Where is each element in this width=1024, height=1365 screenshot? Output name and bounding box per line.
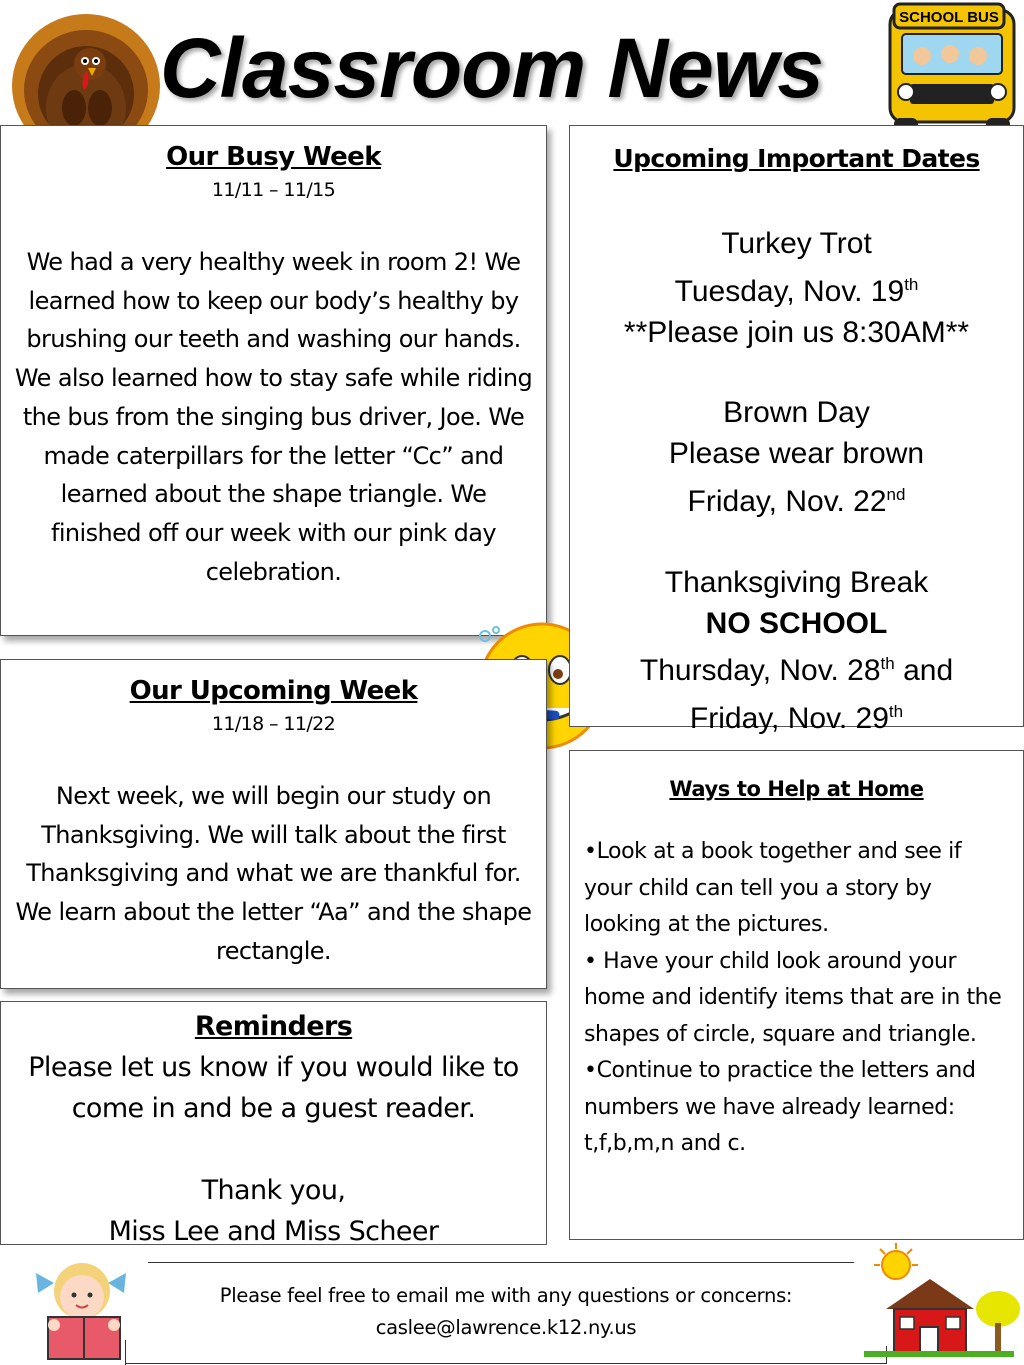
event-name: Thanksgiving Break (664, 565, 929, 599)
event-name: Brown Day (723, 396, 870, 430)
girl-reading-icon (26, 1255, 146, 1363)
event-note: **Please join us 8:30AM** (623, 315, 970, 349)
important-dates-heading: Upcoming Important Dates (613, 144, 980, 173)
footer-bottom-rule (125, 1363, 887, 1364)
event-turkey-trot (570, 224, 1023, 353)
reminders-signature: Miss Lee and Miss Scheer (108, 1216, 439, 1247)
event-thanksgiving-break (570, 563, 1023, 740)
schoolhouse-icon (858, 1243, 1024, 1363)
reminders-text: Please let us know if you would like to come in and be a guest reader. (28, 1052, 519, 1124)
reminders-thanks: Thank you, (201, 1175, 346, 1206)
footer-contact (150, 1280, 862, 1344)
event-date: Tuesday, Nov. 19th (674, 274, 919, 308)
help-item: • Have your child look around your home and identify items that are in the shapes of circle, square and triangle. (584, 948, 1002, 1047)
event-date: Thursday, Nov. 28th and (639, 654, 954, 688)
event-brown-day (570, 393, 1023, 522)
event-note: Please wear brown (668, 437, 925, 471)
reminders-box (0, 1001, 547, 1245)
upcoming-week-heading: Our Upcoming Week (129, 676, 418, 706)
event-note: NO SCHOOL (705, 606, 888, 640)
important-dates-box (569, 125, 1024, 736)
bus-sign: SCHOOL BUS (899, 9, 999, 26)
page-title: Classroom News (160, 21, 823, 115)
footer-top-rule (148, 1262, 854, 1263)
busy-week-dates: 11/11 – 11/15 (211, 179, 336, 201)
event-date: Friday, Nov. 22nd (687, 484, 906, 518)
event-name: Turkey Trot (721, 227, 872, 260)
upcoming-week-box (0, 659, 547, 989)
footer-email[interactable]: caslee@lawrence.k12.ny.us (375, 1316, 637, 1339)
event-date: Friday, Nov. 29th (689, 702, 904, 736)
upcoming-week-dates: 11/18 – 11/22 (211, 713, 336, 735)
help-item: •Continue to practice the letters and numbers we have already learned: t,f,b,m,n and c. (584, 1058, 976, 1156)
help-at-home-heading: Ways to Help at Home (669, 777, 924, 801)
busy-week-box (0, 125, 547, 636)
footer-message: Please feel free to email me with any questions or concerns: (219, 1284, 793, 1307)
reminders-heading: Reminders (194, 1011, 353, 1042)
upcoming-week-text: Next week, we will begin our study on Thanksgiving. We will talk about the first Thanksgiving and what we are thankful for. We learn about the letter “Aa” and the shape rectangle. (15, 782, 532, 965)
busy-week-text: We had a very healthy week in room 2! We learned how to keep our body’s healthy by brushing our teeth and washing our hands. We also learned how to stay safe while riding the bus from the singing bus driver, Joe. We made caterpillars for the letter “Cc” and learned about the shape triangle. We finished off our week with our pink day celebration. (14, 248, 533, 586)
busy-week-heading: Our Busy Week (166, 142, 381, 172)
help-at-home-box (569, 750, 1024, 1240)
help-item: •Look at a book together and see if your child can tell you a story by looking at the pictures. (584, 839, 962, 937)
